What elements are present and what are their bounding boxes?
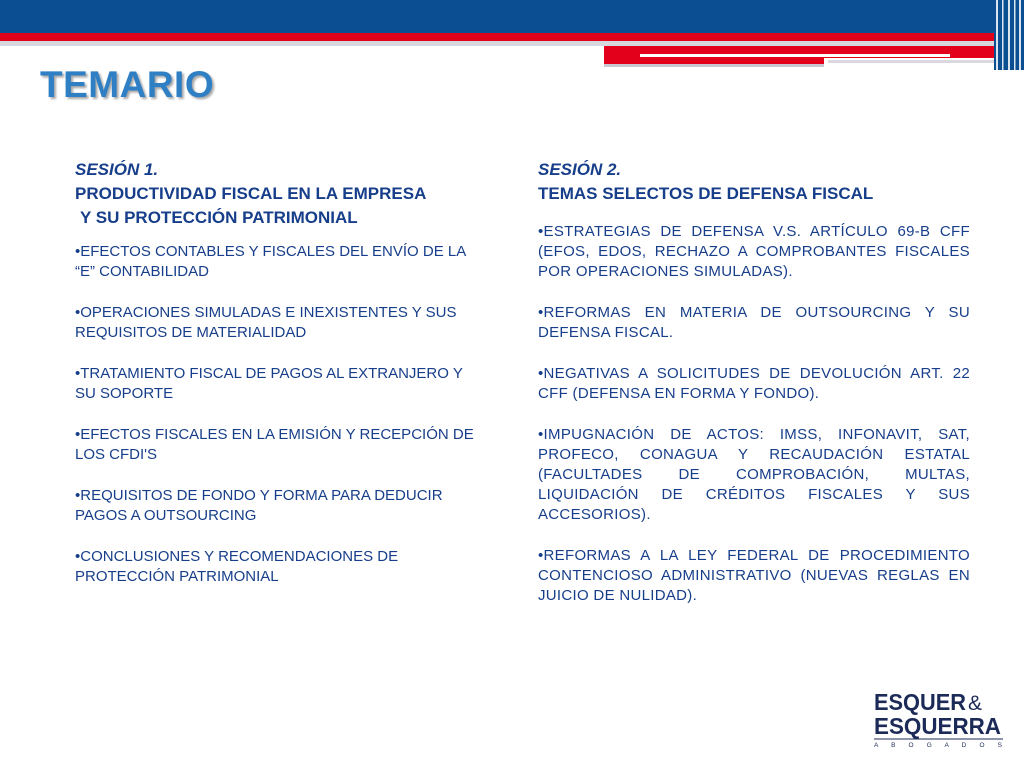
topic-item: •ESTRATEGIAS DE DEFENSA V.S. ARTÍCULO 69-B CFF (EFOS, EDOS, RECHAZO A COMPROBANTES FISCALES POR OPERACIONES SIMULADAS). [538,223,970,280]
banner-white-stripe [640,54,950,57]
session-1-header [75,158,485,230]
session-2-column [538,158,970,627]
session-2-number: SESIÓN 2. [538,160,622,179]
banner-red-tab-lower [604,58,824,64]
banner-red-band [0,33,1024,41]
topic-item: •REFORMAS A LA LEY FEDERAL DE PROCEDIMIENTO CONTENCIOSO ADMINISTRATIVO (NUEVAS REGLAS EN JUICIO DE NULIDAD). [538,547,970,604]
session-2-title: TEMAS SELECTOS DE DEFENSA FISCAL [538,184,874,203]
logo-tagline: A B O G A D O S [874,742,1002,748]
topic-item: •EFECTOS CONTABLES Y FISCALES DEL ENVÍO DE LA “E” CONTABILIDAD [75,243,466,280]
esquer-esquerra-logo [873,688,1008,748]
slide-title: TEMARIO [40,64,215,105]
logo-ampersand: & [968,692,983,715]
topic-item: •TRATAMIENTO FISCAL DE PAGOS AL EXTRANJERO Y SU SOPORTE [75,365,463,402]
session-1-title: PRODUCTIVIDAD FISCAL EN LA EMPRESA [75,184,427,203]
topic-item: •REFORMAS EN MATERIA DE OUTSOURCING Y SU DEFENSA FISCAL. [538,304,970,341]
banner-gray-line-right [828,60,994,63]
logo-line-2: ESQUERRA [874,713,1001,739]
session-2-header [538,158,970,206]
topic-item: •REQUISITOS DE FONDO Y FORMA PARA DEDUCIR PAGOS A OUTSOURCING [75,487,443,524]
session-1-column [75,158,485,608]
topic-item: •CONCLUSIONES Y RECOMENDACIONES DE PROTECCIÓN PATRIMONIAL [75,548,399,585]
banner-gray-line [604,64,824,67]
session-1-number: SESIÓN 1. [75,160,159,179]
banner-right-stripes [994,0,1024,70]
topic-item: •NEGATIVAS A SOLICITUDES DE DEVOLUCIÓN ART. 22 CFF (DEFENSA EN FORMA Y FONDO). [538,365,970,402]
banner-shadow-band [0,41,1024,46]
topic-item: •EFECTOS FISCALES EN LA EMISIÓN Y RECEPCIÓN DE LOS CFDI'S [75,426,474,463]
session-1-topics [75,242,485,587]
banner-blue-band [0,0,1024,33]
session-2-topics [538,222,970,606]
session-1-subtitle: Y SU PROTECCIÓN PATRIMONIAL [80,208,358,227]
topic-item: •OPERACIONES SIMULADAS E INEXISTENTES Y SUS REQUISITOS DE MATERIALIDAD [75,304,457,341]
top-banner [0,0,1024,70]
logo-line-1: ESQUER [874,689,967,715]
topic-item: •IMPUGNACIÓN DE ACTOS: IMSS, INFONAVIT, SAT, PROFECO, CONAGUA Y RECAUDACIÓN ESTATAL (FACULTADES DE COMPROBACIÓN, MULTAS, LIQUIDACIÓN DE CRÉDITOS FISCALES Y SUS ACCESORIOS). [538,426,970,523]
